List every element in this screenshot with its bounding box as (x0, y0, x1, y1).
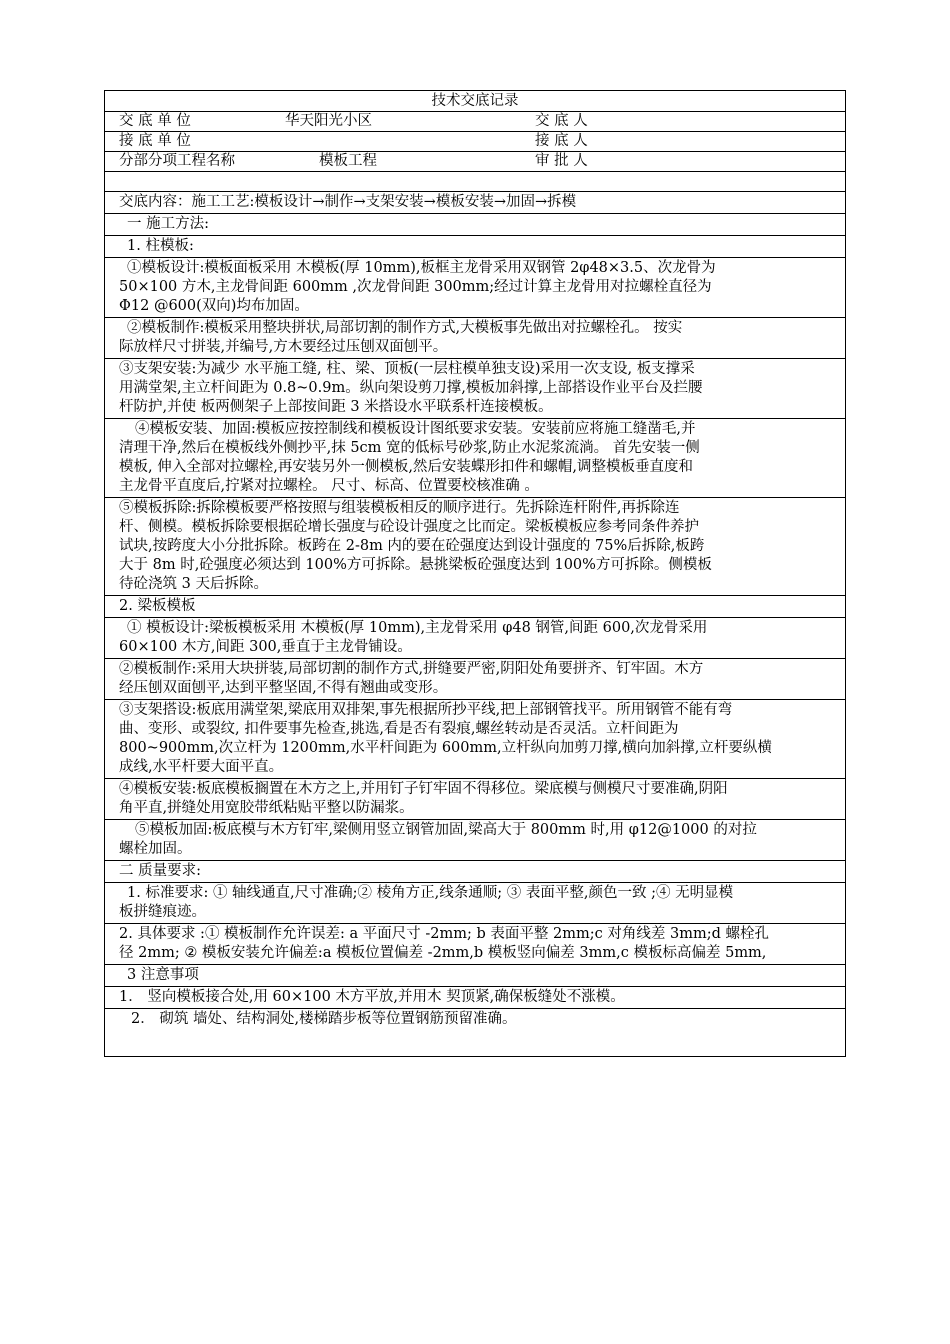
text-line: 2. 具体要求 :① 模板制作允许误差: a 平面尺寸 -2mm; b 表面平整 2mm;c 对角线差 3mm;d 螺栓孔 (119, 926, 769, 942)
section-precautions: 3 注意事项 (105, 965, 845, 987)
section-quality-requirements: 二 质量要求: (105, 861, 845, 883)
paragraph-column-install (105, 419, 845, 498)
text-line: 大于 8m 时,砼强度必须达到 100%方可拆除。悬挑梁板砼强度达到 100%方可拆除。侧模板 (119, 557, 712, 573)
text-line: 60×100 木方,间距 300,垂直于主龙骨铺设。 (119, 639, 412, 655)
text-line: 模板, 伸入全部对拉螺栓,再安装另外一侧模板,然后安装蝶形扣件和螺帽,调整模板垂直度和 (119, 459, 694, 475)
discloser-label: 交 底 人 (535, 113, 588, 129)
text-line: 曲、变形、或裂纹, 扣件要事先检查,挑选,看是否有裂痕,螺丝转动是否灵活。立杆间距为 (119, 721, 679, 737)
text-line: 径 2mm; ② 模板安装允许偏差:a 模板位置偏差 -2mm,b 模板竖向偏差 3mm,c 模板标高偏差 5mm, (119, 945, 767, 961)
text-line: 主龙骨平直度后,拧紧对拉螺栓。 尺寸、标高、位置要校核准确 。 (119, 478, 539, 494)
text-line: 800~900mm,次立杆为 1200mm,水平杆间距为 600mm,立杆纵向加剪刀撑,横向加斜撑,立杆要纵横 (119, 740, 772, 756)
text-line: ②模板制作:采用大块拼装,局部切割的制作方式,拼缝要严密,阴阳处角要拼齐、钉牢固。木方 (119, 661, 704, 677)
text-line: ① 模板设计:梁板模板采用 木模板(厚 10mm),主龙骨采用 φ48 钢管,间距 600,次龙骨采用 (127, 620, 708, 636)
text-line: 成线,水平杆要大面平直。 (119, 759, 284, 775)
approver-label: 审 批 人 (535, 153, 588, 169)
text-line: 50×100 方木,主龙骨间距 600mm ,次龙骨间距 300mm;经过计算主龙骨用对拉螺栓直径为 (119, 279, 712, 295)
row-project (105, 152, 845, 172)
paragraph-column-removal (105, 498, 845, 596)
text-line: ⑤模板拆除:拆除模板要严格按照与组装模板相反的顺序进行。先拆除连杆附件,再拆除连 (119, 500, 680, 516)
paragraph-column-design (105, 258, 845, 318)
project-value: 模板工程 (319, 153, 377, 169)
text-line: ④模板安装:板底模板搁置在木方之上,并用钉子钉牢固不得移位。梁底模与侧模尺寸要准确,阴阳 (119, 781, 728, 797)
row-receiver-unit (105, 132, 845, 152)
text-line: ②模板制作:模板采用整块拼状,局部切割的制作方式,大模板事先做出对拉螺栓孔。 按实 (127, 320, 683, 336)
receiver-label: 接 底 人 (535, 133, 588, 149)
text-line: ①模板设计:模板面板采用 木模板(厚 10mm),板框主龙骨采用双钢管 2φ48×3.5、次龙骨为 (127, 260, 716, 276)
paragraph-column-support (105, 359, 845, 419)
text-line: Φ12 @600(双向)均布加固。 (119, 298, 309, 314)
blank-tail (105, 1030, 845, 1056)
unit-label: 交 底 单 位 (119, 113, 191, 129)
paragraph-column-fabrication (105, 318, 845, 359)
paragraph-beam-reinforce (105, 820, 845, 861)
text-line: 角平直,拼缝处用宽胶带纸粘贴平整以防漏浆。 (119, 800, 414, 816)
text-line: 板拼缝痕迹。 (119, 904, 206, 920)
blank-row (105, 172, 845, 192)
row-disclosure-unit (105, 112, 845, 132)
text-line: 1． 竖向模板接合处,用 60×100 木方平放,并用木 契顶紧,确保板缝处不涨模。 (119, 989, 625, 1005)
text-line: 1. 标准要求: ① 轴线通直,尺寸准确;② 棱角方正,线条通顺; ③ 表面平整,颜色一致 ;④ 无明显模 (127, 885, 734, 901)
text-line: 际放样尺寸拼装,并编号,方木要经过压刨双面刨平。 (119, 339, 448, 355)
text-line: 清理干净,然后在模板线外侧抄平,抹 5cm 宽的低标号砂浆,防止水泥浆流淌。 首先安装一侧 (119, 440, 700, 456)
text-line: 用满堂架,主立杆间距为 0.8~0.9m。纵向架设剪刀撑,模板加斜撑,上部搭设作业平台及拦腰 (119, 380, 703, 396)
subsection-beam-slab: 2. 梁板模板 (105, 596, 845, 618)
paragraph-beam-fabrication (105, 659, 845, 700)
document-title: 技术交底记录 (105, 91, 845, 112)
paragraph-specific-requirements (105, 924, 845, 965)
text-line: 经压刨双面刨平,达到平整坚固,不得有翘曲或变形。 (119, 680, 448, 696)
intro-text: 交底内容：施工工艺:模板设计→制作→支架安装→模板安装→加固→拆模 (119, 194, 577, 210)
note-item-2 (105, 1009, 845, 1030)
text-line: ③支架安装:为减少 水平施工缝, 柱、梁、顶板(一层柱模单独支设)采用一次支设, 板支撑采 (119, 361, 695, 377)
project-label: 分部分项工程名称 (119, 153, 235, 169)
text-line: 试块,按跨度大小分批拆除。板跨在 2-8m 内的要在砼强度达到设计强度的 75%后拆除,板跨 (119, 538, 705, 554)
paragraph-standard-requirements (105, 883, 845, 924)
paragraph-beam-support (105, 700, 845, 779)
paragraph-beam-install (105, 779, 845, 820)
receiver-unit-label: 接 底 单 位 (119, 133, 191, 149)
text-line: ⑤模板加固:板底模与木方钉牢,梁侧用竖立钢管加固,梁高大于 800mm 时,用 φ12@1000 的对拉 (135, 822, 757, 838)
section-construction-method: 一 施工方法: (105, 214, 845, 236)
text-line: 螺栓加固。 (119, 841, 192, 857)
text-line: ③支架搭设:板底用满堂架,梁底用双排架,事先根据所抄平线,把上部钢管找平。所用钢管不能有弯 (119, 702, 733, 718)
paragraph-beam-design (105, 618, 845, 659)
text-line: 2． 砌筑 墙处、结构洞处,楼梯踏步板等位置钢筋预留准确。 (131, 1011, 517, 1027)
disclosure-record-table (104, 90, 846, 1057)
content-intro (105, 192, 845, 214)
unit-value: 华天阳光小区 (285, 113, 372, 129)
note-item-1 (105, 987, 845, 1009)
text-line: ④模板安装、加固:模板应按控制线和模板设计图纸要求安装。安装前应将施工缝凿毛,并 (135, 421, 696, 437)
text-line: 杆、侧模。模板拆除要根据砼增长强度与砼设计强度之比而定。梁板模板应参考同条件养护 (119, 519, 699, 535)
subsection-column-formwork: 1. 柱模板: (105, 236, 845, 258)
text-line: 待砼浇筑 3 天后拆除。 (119, 576, 268, 592)
text-line: 杆防护,并使 板两侧架子上部按间距 3 米搭设水平联系杆连接模板。 (119, 399, 553, 415)
